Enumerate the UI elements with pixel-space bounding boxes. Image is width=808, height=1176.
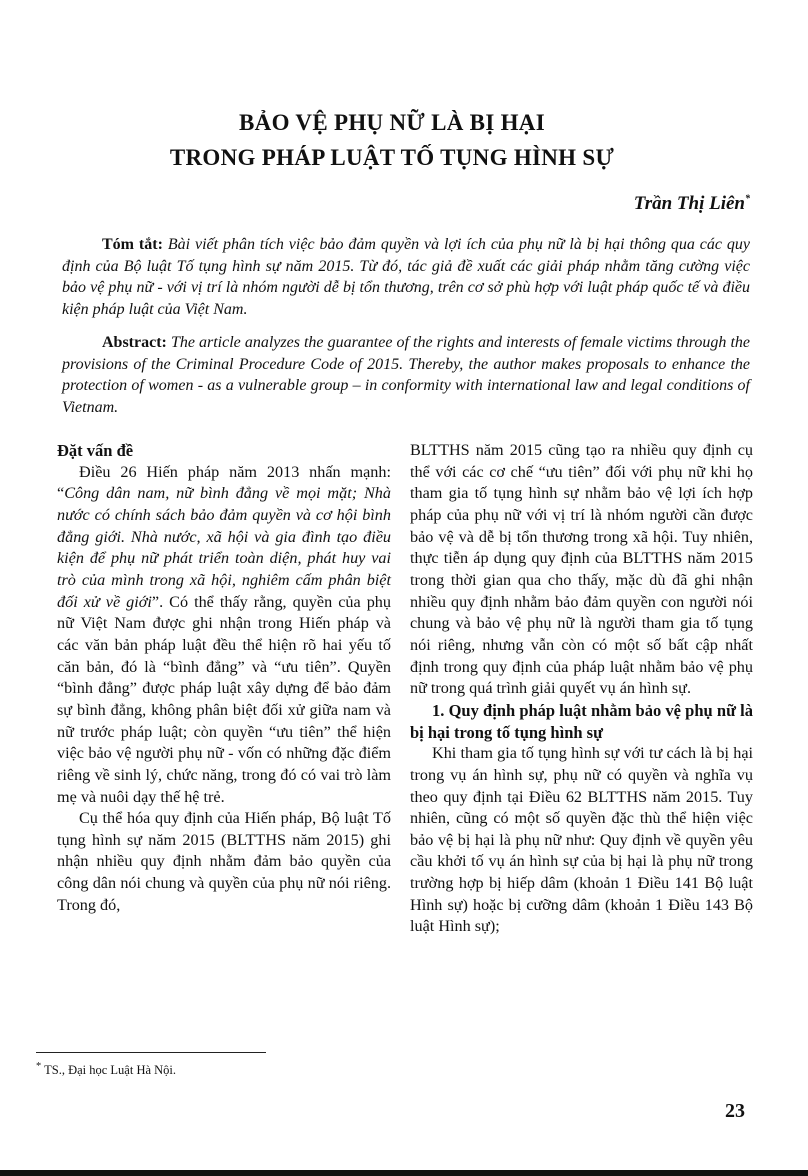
constitution-quote: Công dân nam, nữ bình đẳng về mọi mặt; Nhà nước có chính sách bảo đảm quyền và cơ hội bình đẳng giới. Nhà nước, xã hội và gia đình tạo điều kiện để phụ nữ phát triển toàn diện, phát huy vai trò của mình trong xã hội, nghiêm cấm phân biệt đối xử về giới [57,484,391,611]
summary-vietnamese [62,234,750,320]
paragraph: BLTTHS năm 2015 cũng tạo ra nhiều quy định cụ thể với các cơ chế “ưu tiên” đối với phụ nữ khi họ tham gia tố tụng hình sự nhằm bảo vệ lợi ích hợp pháp của phụ nữ với vị trí là nhóm người cần được bảo vệ và dễ bị tổn thương trong xã hội. Tuy nhiên, thực tiễn áp dụng quy định của BLTTHS năm 2015 trong thời gian qua cho thấy, mặc dù đã ghi nhận nhiều quy định nhằm bảo đảm quyền con người nói chung và bảo vệ phụ nữ là người tham gia tố tụng nói riêng, nhưng vẫn còn có một số bất cập nhất định trong quy định của pháp luật nhằm bảo vệ phụ nữ trong quá trình giải quyết vụ án hình sự. [410,441,753,698]
bottom-border [0,1170,808,1176]
paragraph: Khi tham gia tố tụng hình sự với tư cách là bị hại trong vụ án hình sự, phụ nữ có quyền và nghĩa vụ theo quy định tại Điều 62 BLTTHS năm 2015. Tuy nhiên, cũng có một số quyền đặc thù thể hiện việc bảo vệ bị hại là phụ nữ như: Quy định về quyền yêu cầu khởi tố vụ án hình sự của bị hại là phụ nữ trong trường hợp bị hiếp dâm (khoản 1 Điều 141 Bộ luật Hình sự) hoặc bị cưỡng dâm (khoản 1 Điều 143 Bộ luật Hình sự); [410,744,753,936]
footnote-divider [36,1052,266,1053]
footnote-text: TS., Đại học Luật Hà Nội. [44,1063,177,1078]
author-name [634,193,750,215]
footnote-mark: * [36,1061,42,1072]
text-run: ”. Có thể thấy rằng, quyền của phụ nữ Việt Nam được ghi nhận trong Hiến pháp và các văn bản pháp luật đều thể hiện rõ hai yếu tố căn bản, đó là “bình đẳng” và “ưu tiên”. Quyền “bình đẳng” được pháp luật xây dựng để bảo đảm sự bình đẳng, không phân biệt đối xử giữa nam và nữ trước pháp luật; còn quyền “ưu tiên” thể hiện việc bảo vệ người phụ nữ - vốn có những đặc điểm riêng về sinh lý, chức năng, trong đó có vai trò làm mẹ và nuôi dạy thế hệ trẻ. [57,592,391,806]
section-heading-introduction: Đặt vấn đề [57,441,134,460]
summary-label: Tóm tắt: [102,236,163,253]
author-name-text: Trần Thị Liên [633,193,745,214]
paragraph: Cụ thể hóa quy định của Hiến pháp, Bộ luật Tố tụng hình sự năm 2015 (BLTTHS năm 2015) ghi nhận nhiều quy định nhằm đảm bảo quyền của công dân nói chung và quyền của phụ nữ nói riêng. Trong đó, [57,809,391,914]
abstract-label: Abstract: [102,334,167,351]
left-column [57,440,391,916]
page-number: 23 [725,1100,745,1122]
text-run: Điều 26 Hiến pháp năm 2013 nhấn mạnh: “ [57,462,391,503]
article-title-line-1: BẢO VỆ PHỤ NỮ LÀ BỊ HẠI [239,110,545,135]
author-footnote-mark: * [745,193,750,205]
right-column [410,440,753,938]
article-title-line-2: TRONG PHÁP LUẬT TỐ TỤNG HÌNH SỰ [169,145,615,170]
section-heading-1: 1. Quy định pháp luật nhằm bảo vệ phụ nữ là bị hại trong tố tụng hình sự [410,700,753,742]
paragraph [57,462,391,809]
summary-text: Bài viết phân tích việc bảo đảm quyền và lợi ích của phụ nữ là bị hại thông qua các quy định của Bộ luật Tố tụng hình sự năm 2015. Từ đó, tác giả đề xuất các giải pháp nhằm tăng cường việc bảo vệ phụ nữ - với vị trí là nhóm người dễ bị tổn thương, trên cơ sở phù hợp với luật pháp quốc tế và điều kiện pháp luật của Việt Nam. [62,236,750,318]
abstract-english [62,332,750,418]
abstract-text: The article analyzes the guarantee of the rights and interests of female victims through the provisions of the Criminal Procedure Code of 2015. Thereby, the author makes proposals to enhance the protection of women - as a vulnerable group – in conformity with international law and legal conditions of Vietnam. [62,334,750,416]
footnote [36,1061,176,1078]
